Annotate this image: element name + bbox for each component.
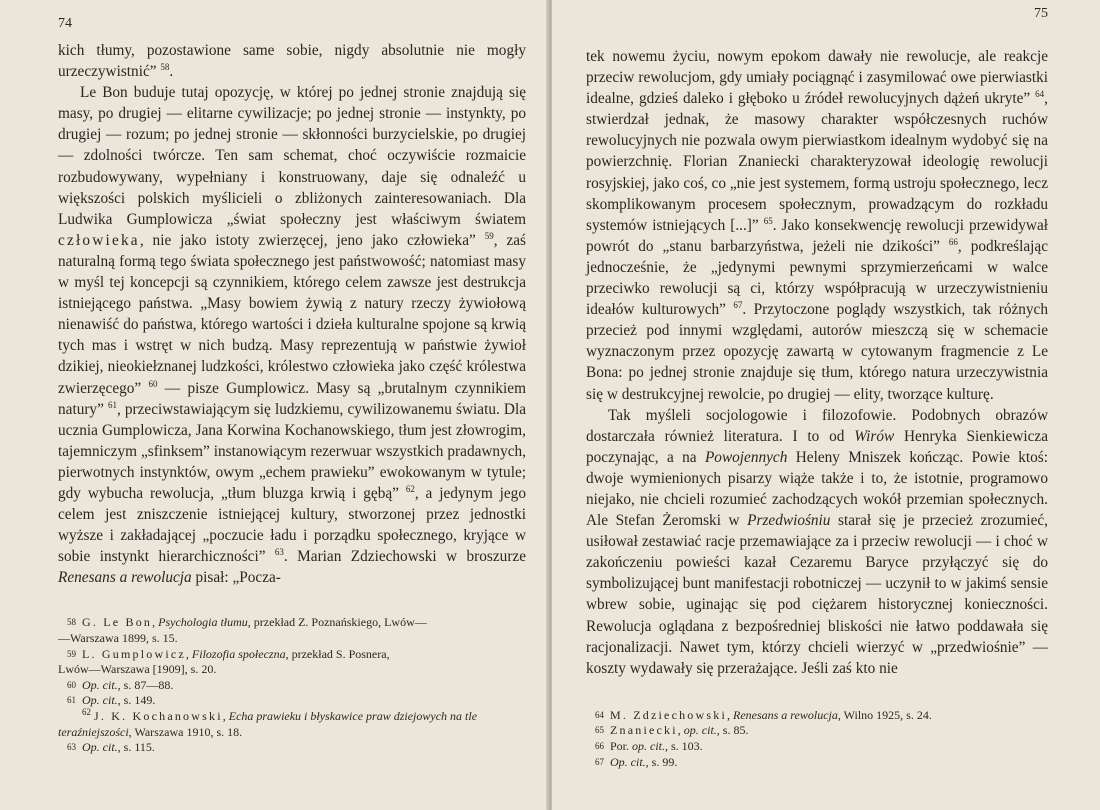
text-run: Tak myśleli socjologowie i filozofowie. Podobnych obrazów dostarczała również literatura. I to od <box>586 406 1048 445</box>
text-run: . <box>169 63 174 81</box>
text-run: , Warszawa 1910, s. 18. <box>128 724 243 739</box>
text-run: kich tłumy, pozostawione same sobie, nigdy absolutnie nie mogły urzeczywistnić” <box>58 42 526 81</box>
spaced-text: L. Gumplowicz <box>82 646 186 661</box>
footnote-text <box>82 678 526 694</box>
footnote-number: 62 <box>82 707 91 717</box>
footnote <box>58 709 526 740</box>
italic-text: Op. cit. <box>82 677 118 692</box>
italic-text: Przedwiośniu <box>747 512 831 530</box>
footnote-ref: 64 <box>1035 89 1045 100</box>
text-run: , przeciwstawiającym się ludzkiemu, cywilizowanemu światu. Dla ucznia Gumplowicza, Jana Korwina Kochanowskiego, tłum jest złowrogim, tajemniczym „sfinksem” instanowiącym rezerwuar wszystkich pradawnych, pierwotnych instynktów, owym „echem prawieku” ewokowanym w tytule; gdy wybucha rewolucja, „tłum bluzga krwią i gębą” <box>58 400 526 502</box>
spaced-text: Znaniecki <box>610 723 678 738</box>
footnote <box>586 739 1048 755</box>
paragraph <box>586 405 1048 679</box>
right-page <box>552 0 1100 810</box>
paragraph <box>58 82 526 588</box>
text-run: , przekład Z. Poznańskiego, Lwów— <box>247 615 427 630</box>
footnote-number: 67 <box>595 756 604 767</box>
footnote-text <box>610 723 1048 739</box>
italic-text: op. cit. <box>632 739 666 753</box>
footnote-ref: 66 <box>948 236 958 247</box>
footnote <box>586 708 1048 724</box>
italic-text: Echa prawieku i błyskawice praw dziejowych na tle teraźniejszości <box>58 709 478 739</box>
text-run: , s. 99. <box>645 754 678 769</box>
footnote-ref: 62 <box>405 483 415 494</box>
italic-text: Op. cit. <box>82 740 118 755</box>
text-run: . Przytoczone poglądy wszystkich, tak różnych przecież pod innymi względami, autorów mieszczą się w schemacie wyznaczonym przez opozycję zawartą w cytowanym fragmencie z Le Bona: po jednej stronie znajduje się tłum, którego natura urzeczywistnia się w destrukcyjnej rewolcie, po drugiej — elity, tworzące kulturę. <box>586 301 1048 403</box>
text-run: , <box>677 723 684 738</box>
footnote-text <box>82 740 526 756</box>
footnote-ref: 59 <box>484 230 494 241</box>
text-run: , <box>185 646 192 661</box>
text-run: — pisze Gumplowicz. Masy są „brutalnym czynnikiem natury” <box>58 379 526 418</box>
footnotes <box>586 708 1048 770</box>
footnote-text <box>610 755 1048 771</box>
footnote-ref: 60 <box>148 378 158 389</box>
text-run: Henryka Sienkiewicza poczynając, a na <box>586 427 1048 466</box>
footnote <box>58 647 526 678</box>
footnote-continuation: —Warszawa 1899, s. 15. <box>58 631 178 646</box>
footnote-number: 60 <box>67 679 76 690</box>
footnote-number: 64 <box>595 709 604 720</box>
footnote-number: 59 <box>67 648 76 659</box>
text-run: , s. 87—88. <box>117 677 174 692</box>
italic-text: Renesans a rewolucja <box>58 569 192 587</box>
text-run: Por. <box>610 739 633 753</box>
text-run: , zaś naturalną formą tego świata społecznego jest państwowość; natomiast masy w myśl tej koncepcji są czynnikiem, którego celem zawsze jest destrukcja istniejącego państwa. „Masy bowiem żywią z natury rzeczy żywiołową nienawiść do państwa, którego wartości i dzieła kulturalne spojone są krwią tych mas i wstręt w nich budzą. Masy reprezentują w państwie żywioł dzikiej, nieokiełznanej ludzkości, królestwo człowieka jako część królestwa zwierzęcego” <box>58 231 526 397</box>
text-run: . Jako konsekwencję rewolucji przewidywał powrót do „stanu barbarzyństwa, jeżeli nie dzikości” <box>586 216 1048 255</box>
footnote <box>58 615 526 646</box>
text-run: , <box>726 707 733 722</box>
italic-text: Op. cit. <box>610 754 646 769</box>
left-page <box>0 0 548 810</box>
text-run: , przekład S. Posnera, <box>285 646 390 661</box>
text-run: starał się je przecież zrozumieć, usiłował zestawiać racje przemawiające za i przeciw rewolucji — i choć w zakończeniu powieści kazał Cezaremu Baryce przyłączyć się do symbolizującej bunt manifestacji robotniczej — uczynił to w jakimś sensie wbrew sobie, uginając się pod ciężarem historycznej konieczności. Rewolucja oglądana z bezpośredniej bliskości nie łatwo poddawała się racjonalizacji. Nawet tym, którzy chcieli wierzyć w „przedwiośnie” — koszty wydawały się przerażające. Jeśli zaś kto nie <box>586 512 1048 677</box>
page-body-text <box>586 46 1048 679</box>
footnotes <box>58 615 526 755</box>
page-number: 75 <box>1034 6 1048 21</box>
paragraph <box>586 46 1048 405</box>
text-run: Le Bon buduje tutaj opozycję, w której po jednej stronie znajdują się masy, po drugiej — elitarne cywilizacje; po jednej stronie — instynkty, po drugiej — rozum; po jednej stronie — skłonności burzycielskie, po drugiej — zdolności twórcze. Ten sam schemat, choć oczywiście rozmaicie rozbudowywany, wypełniany i konstruowany, daje się odnaleźć u większości polskich myślicieli o zbliżonych zainteresowaniach. Dla Ludwika Gumplowicza „świat społeczny jest właściwym światem <box>58 84 526 228</box>
text-run: , s. 85. <box>716 723 749 738</box>
footnote-ref: 61 <box>107 399 117 410</box>
text-run: , Wilno 1925, s. 24. <box>837 707 932 722</box>
text-run: pisał: „Pocza- <box>191 569 281 587</box>
italic-text: Psychologia tłumu <box>158 615 248 630</box>
text-run: tek nowemu życiu, nowym epokom dawały nie rewolucje, ale reakcje przeciw rewolucjom, gdy umiały pociągnąć i zasymilować owe pierwiastki idealne, gdzieś daleko i głęboko u źródeł rewolucyjnych dążeń ukryte” <box>586 48 1048 108</box>
footnote-number: 65 <box>595 725 604 736</box>
footnote-number: 61 <box>67 695 76 706</box>
italic-text: op. cit. <box>683 723 717 738</box>
footnote <box>586 755 1048 771</box>
footnote <box>58 693 526 709</box>
spaced-text: J. K. Kochanowski <box>94 709 223 723</box>
footnote-text <box>610 708 1048 724</box>
paragraph <box>58 40 526 82</box>
footnote-text <box>82 615 526 631</box>
footnote-ref: 58 <box>160 62 170 72</box>
footnote-number: 66 <box>595 741 604 751</box>
text-run: , podkreślając jednocześnie, że „jedynymi pewnymi sprzymierzeńcami w walce przeciwko rewolucji są ci, którzy współpracują w urzeczywistnieniu ideałów kulturowych” <box>586 237 1048 319</box>
text-run: , <box>222 709 229 723</box>
italic-text: Powojennych <box>704 448 788 466</box>
italic-text: Renesans a rewolucja <box>732 707 838 722</box>
footnote-text <box>610 739 1048 755</box>
spaced-text: M. Zdziechowski <box>610 707 727 722</box>
text-run: . Marian Zdziechowski w broszurze <box>283 548 526 566</box>
footnote-ref: 67 <box>733 300 743 311</box>
footnote-number: 58 <box>67 617 76 628</box>
page-body-text <box>58 40 526 588</box>
spaced-text: człowieka <box>58 231 140 249</box>
text-run: Heleny Mniszek kończąc. Powie ktoś: dwoje wymienionych pisarzy wiąże także i to, że istotnie, programowo niejako, nie chcieli rozumieć zachodzących wokół przemian społecznych. Ale Stefan Żeromski w <box>586 448 1048 530</box>
text-run: , <box>152 615 159 630</box>
footnote-text <box>82 647 526 663</box>
footnote-ref: 63 <box>274 547 284 558</box>
text-run: , s. 149. <box>117 693 156 708</box>
spaced-text: G. Le Bon <box>82 615 153 630</box>
footnote-ref: 65 <box>763 215 773 226</box>
italic-text: Wirów <box>854 427 895 445</box>
footnote-number: 63 <box>67 742 76 753</box>
footnote-continuation: Lwów—Warszawa [1909], s. 20. <box>58 662 217 677</box>
footnote <box>58 678 526 694</box>
footnote <box>58 740 526 756</box>
italic-text: Op. cit. <box>82 693 118 708</box>
text-run: , s. 103. <box>665 739 703 753</box>
text-run: , s. 115. <box>117 740 155 755</box>
page-number: 74 <box>58 16 72 31</box>
footnote-text <box>82 693 526 709</box>
footnote <box>586 723 1048 739</box>
text-run: , stwierdzał jednak, że masowy charakter współczesnych ruchów rewolucyjnych nie pozwala owym pierwiastkom idealnym wydobyć się na powierzchnię. Florian Znaniecki charakteryzował ideologię rewolucji rosyjskiej, jako coś, co „nie jest systemem, formą ustroju społecznego, lecz skomplikowanym procesem społecznym, prowadzącym do rozkładu systemów istniejących [...]” <box>586 90 1048 234</box>
text-run: , nie jako istoty zwierzęcej, jeno jako człowieka” <box>139 231 485 249</box>
italic-text: Filozofia społeczna <box>191 646 286 661</box>
text-run: , a jedynym jego celem jest zniszczenie istniejącej kultury, stworzonej przez jednostki wyższe i zakładającej „poczucie ładu i porządku społecznego, kryjące w sobie instynkt hierarchiczności” <box>58 484 526 566</box>
